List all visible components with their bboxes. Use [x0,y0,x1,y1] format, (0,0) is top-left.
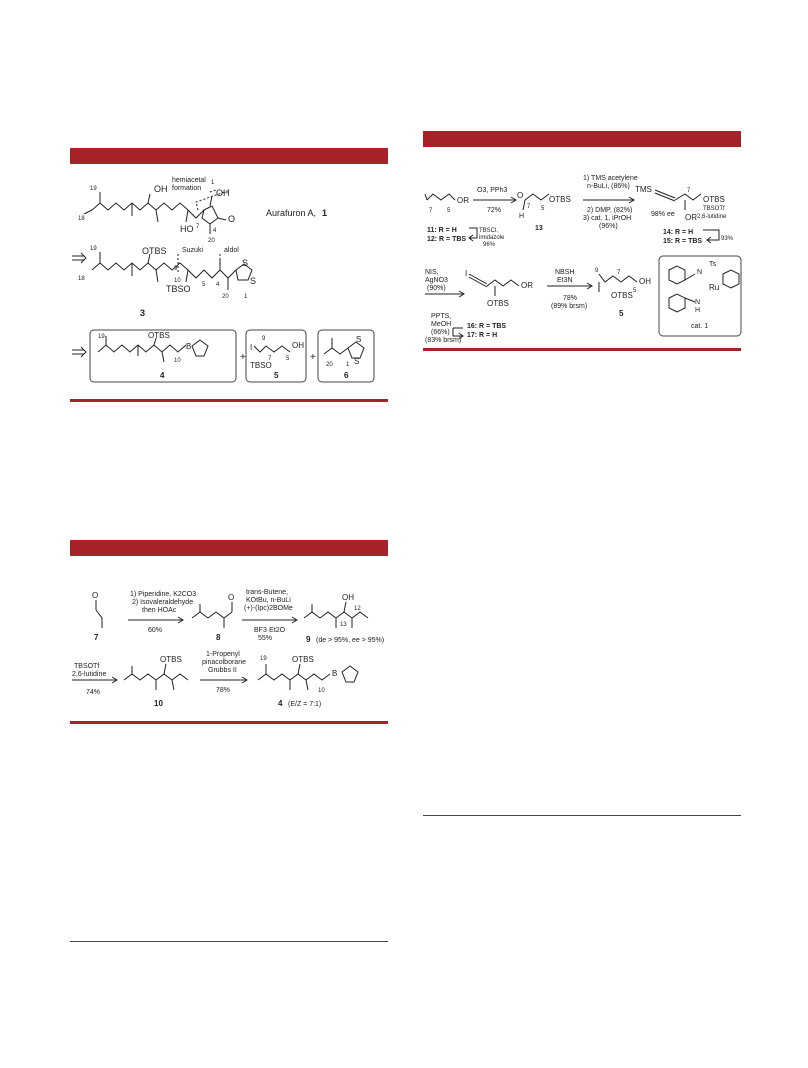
svg-text:OTBS: OTBS [703,195,725,204]
svg-text:93%: 93% [721,236,734,242]
compound-4-final-structure [258,655,358,708]
svg-text:n-BuLi, (86%): n-BuLi, (86%) [587,183,630,190]
aurafuron-number: 1 [322,208,328,218]
svg-text:OR: OR [457,196,469,205]
aurafuron-structure [78,177,327,244]
svg-text:8: 8 [216,633,221,642]
svg-text:9: 9 [174,266,178,272]
svg-text:15: R = TBS: 15: R = TBS [663,238,703,245]
compound-9-structure [304,593,384,644]
compound-4-structure [98,331,208,380]
svg-text:AgNO3: AgNO3 [425,277,448,284]
svg-text:OR: OR [685,213,697,222]
retro-arrow-1 [72,253,86,263]
svg-text:trans-Butene,: trans-Butene, [246,589,289,596]
svg-text:7: 7 [687,188,691,194]
svg-text:78%: 78% [216,687,231,694]
scheme2-header-bar [70,540,388,556]
svg-text:O: O [517,191,524,200]
svg-text:OH: OH [342,593,354,602]
atom-1: 1 [211,180,215,186]
compound-8-structure [192,593,234,642]
svg-text:OTBS: OTBS [292,655,314,664]
svg-text:12: 12 [354,606,361,612]
svg-text:60%: 60% [148,627,163,634]
svg-text:20: 20 [326,362,333,368]
suzuki-label: Suzuki [182,247,204,254]
svg-text:74%: 74% [86,689,101,696]
plus-sign-2: + [310,352,316,363]
svg-text:TBSCl,: TBSCl, [479,228,499,234]
aurafuron-label: Aurafuron A, [266,208,317,218]
svg-text:2,6-lutidine: 2,6-lutidine [697,214,727,220]
svg-text:11: R = H: 11: R = H [427,227,457,234]
svg-text:TBSOTf: TBSOTf [74,663,100,670]
hemiacetal-label: hemiacetal [172,177,206,184]
svg-text:12: R = TBS: 12: R = TBS [427,236,467,243]
svg-text:N: N [697,269,703,276]
svg-text:14: R = H: 14: R = H [663,229,694,236]
svg-text:72%: 72% [487,207,502,214]
compound-10-structure [124,655,188,708]
svg-text:10: 10 [174,358,181,364]
svg-text:I: I [250,343,253,352]
svg-text:OH: OH [292,341,304,350]
svg-text:17: R = H: 17: R = H [467,332,498,339]
plus-sign-1: + [240,352,246,363]
svg-text:10: 10 [154,699,163,708]
aldol-label: aldol [224,247,239,254]
compound-7-structure [92,591,102,642]
compound-6-number: 6 [344,371,349,380]
oh-label: OH [154,184,168,194]
svg-text:1-Propenyl: 1-Propenyl [206,651,240,658]
atom-7: 7 [196,224,200,230]
svg-text:10: 10 [174,278,181,284]
compound-4-number: 4 [160,371,165,380]
scheme1-footer-rule [70,399,388,402]
tbso-label: TBSO [166,284,191,294]
svg-text:7: 7 [268,356,272,362]
svg-text:OR: OR [521,281,533,290]
compounds-14-15-structure [635,185,734,245]
column-right-end-rule [423,815,741,816]
svg-text:N: N [695,299,701,306]
svg-text:19: 19 [98,334,105,340]
svg-text:KOtBu, n-BuLi: KOtBu, n-BuLi [246,597,291,604]
compounds-11-12-structure [425,194,505,248]
svg-text:2) Isovaleraldehyde: 2) Isovaleraldehyde [132,599,194,606]
svg-text:9: 9 [262,336,266,342]
svg-text:55%: 55% [258,635,273,642]
svg-text:10: 10 [318,688,325,694]
column-left-end-rule [70,941,388,942]
svg-text:Ru: Ru [709,283,720,292]
svg-text:13: 13 [535,225,543,232]
scheme2-fragment4-synthesis [70,580,390,720]
svg-text:then HOAc: then HOAc [142,607,177,614]
svg-text:(de > 95%, ee > 95%): (de > 95%, ee > 95%) [316,637,385,644]
retro-arrow-2 [72,347,86,357]
svg-text:OH: OH [639,277,651,286]
svg-text:(89% brsm): (89% brsm) [551,303,588,310]
svg-text:5: 5 [286,356,290,362]
atom-18: 18 [78,216,85,222]
svg-text:19: 19 [260,656,267,662]
svg-text:imidazole: imidazole [479,235,505,241]
svg-text:PPTS,: PPTS, [431,313,452,320]
svg-text:5: 5 [619,309,624,318]
svg-text:O3, PPh3: O3, PPh3 [477,187,508,194]
scheme3-fragment5-synthesis [423,170,743,348]
atom-20: 20 [208,238,215,244]
svg-text:(96%): (96%) [599,223,618,230]
scheme1-header-bar [70,148,388,164]
compound-6-structure [324,335,364,380]
svg-text:OTBS: OTBS [611,291,633,300]
svg-text:9: 9 [306,635,311,644]
svg-text:16: R = TBS: 16: R = TBS [467,323,507,330]
svg-text:S: S [250,276,257,286]
svg-text:1) Piperidine, K2CO3: 1) Piperidine, K2CO3 [130,591,197,598]
svg-text:MeOH: MeOH [431,321,452,328]
svg-text:4: 4 [278,699,283,708]
svg-text:19: 19 [90,246,97,252]
svg-text:B: B [332,669,338,678]
svg-text:2,6-lutidine: 2,6-lutidine [72,671,107,678]
svg-text:BF3·Et2O: BF3·Et2O [254,627,286,634]
svg-text:13: 13 [340,622,347,628]
svg-text:96%: 96% [483,242,496,248]
svg-text:7: 7 [527,204,531,210]
scheme2-footer-rule [70,721,388,724]
scheme3-footer-rule [423,348,741,351]
svg-text:7: 7 [617,270,621,276]
svg-text:18: 18 [78,276,85,282]
svg-text:1: 1 [346,362,350,368]
compound-3-structure [78,246,256,318]
svg-text:cat. 1: cat. 1 [691,323,709,330]
scheme3-header-bar [423,131,741,147]
compound-13-structure [517,191,571,232]
compound-5-number: 5 [274,371,279,380]
svg-text:Grubbs II: Grubbs II [208,667,237,674]
svg-text:OTBS: OTBS [148,331,170,340]
scheme1-retrosynthesis [70,170,390,395]
svg-text:9: 9 [595,268,599,274]
compound-5-final-structure [595,268,651,318]
svg-text:OTBS: OTBS [487,299,509,308]
svg-text:5: 5 [633,288,637,294]
svg-text:O: O [92,591,99,600]
svg-text:Et3N: Et3N [557,277,573,284]
svg-text:1) TMS acetylene: 1) TMS acetylene [583,175,638,182]
svg-text:98% ee: 98% ee [651,211,675,218]
svg-text:TBSO: TBSO [250,361,272,370]
svg-text:7: 7 [429,208,433,214]
svg-text:(90%): (90%) [427,285,446,292]
svg-text:(83% brsm): (83% brsm) [425,337,462,344]
catalyst-1-box [659,256,741,336]
svg-text:B: B [186,342,192,351]
svg-text:78%: 78% [563,295,578,302]
svg-text:S: S [356,335,362,344]
oh-label-2: OH [216,188,230,198]
svg-text:TMS: TMS [635,185,652,194]
svg-text:2) DMP, (82%): 2) DMP, (82%) [587,207,633,214]
svg-text:TBSOTf: TBSOTf [703,206,725,212]
svg-text:H: H [695,307,701,314]
svg-text:(66%): (66%) [431,329,450,336]
svg-text:H: H [519,213,525,220]
compound-3-number: 3 [140,308,146,318]
svg-text:O: O [228,593,235,602]
svg-text:Ts: Ts [709,261,716,268]
svg-text:I: I [465,269,468,278]
formation-label: formation [172,185,202,192]
svg-text:OTBS: OTBS [549,195,571,204]
svg-text:NBSH: NBSH [555,269,575,276]
svg-text:(+)-(Ipc)2BOMe: (+)-(Ipc)2BOMe [244,605,293,612]
ho-label: HO [180,224,194,234]
svg-text:4: 4 [216,282,220,288]
svg-text:5: 5 [541,206,545,212]
svg-text:OTBS: OTBS [160,655,182,664]
atom-19: 19 [90,186,97,192]
svg-text:O: O [228,214,236,224]
svg-text:(E/Z = 7:1): (E/Z = 7:1) [288,701,322,708]
svg-text:S: S [354,357,360,366]
svg-text:pinacolborane: pinacolborane [202,659,246,666]
svg-text:3) cat. 1, iPrOH: 3) cat. 1, iPrOH [583,215,632,222]
svg-text:NIS,: NIS, [425,269,439,276]
svg-text:20: 20 [222,294,229,300]
otbs-label: OTBS [142,246,167,256]
svg-text:5: 5 [202,282,206,288]
compound-5-structure [250,336,304,380]
svg-text:S: S [242,258,249,268]
svg-text:7: 7 [94,633,99,642]
svg-text:5: 5 [447,208,451,214]
svg-text:1: 1 [244,294,248,300]
atom-4: 4 [213,228,217,234]
